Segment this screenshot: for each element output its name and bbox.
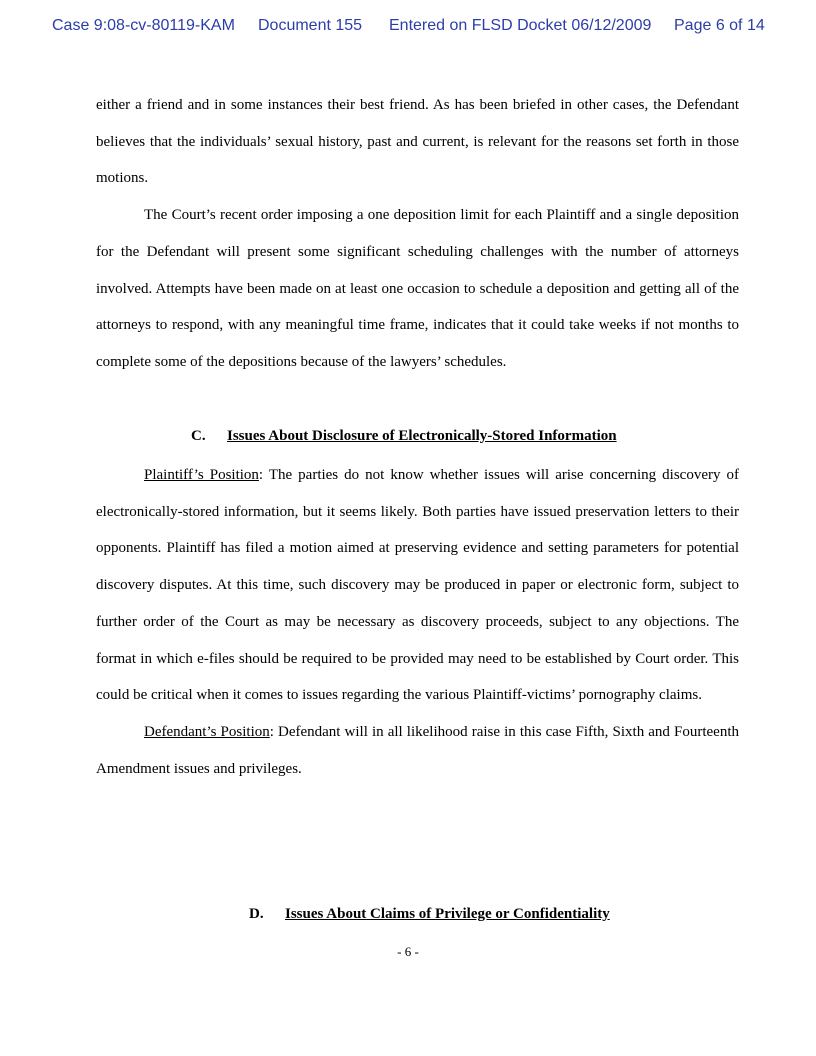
plaintiff-position-paragraph (96, 457, 739, 714)
docket-header (52, 17, 772, 39)
body-section-c (96, 457, 739, 787)
body-upper (96, 87, 739, 381)
plaintiff-position-label: Plaintiff’s Position (144, 467, 259, 483)
defendant-position-paragraph (96, 714, 739, 787)
plaintiff-position-text: : The parties do not know whether issues will arise concerning discovery of electronically-stored information, but it seems likely. Both parties have issued preservation letters to their opponents. Plaintiff has filed a motion aimed at preserving evidence and setting parameters for potential discovery disputes. At this time, such discovery may be produced in paper or electronic form, subject to further order of the Court as may be necessary as discovery proceeds, subject to any objections. The format in which e-files should be required to be provided may need to be established by Court order. This could be critical when it comes to issues regarding the various Plaintiff-victims’ pornography claims. (96, 467, 739, 704)
paragraph-continuation: either a friend and in some instances their best friend. As has been briefed in other cases, the Defendant believes that the individuals’ sexual history, past and current, is relevant for the reasons set forth in those motions. (96, 97, 739, 187)
case-number: Case 9:08-cv-80119-KAM (52, 17, 235, 34)
section-d-heading (249, 906, 610, 923)
section-c-letter: C. (191, 428, 206, 444)
defendant-position-label: Defendant’s Position (144, 723, 270, 740)
page-number: - 6 - (397, 944, 419, 959)
paragraph-deposition-limits: The Court’s recent order imposing a one deposition limit for each Plaintiff and a single deposition for the Defendant will present some significant scheduling challenges with the number of attorneys involved. Attempts have been made on at least one occasion to schedule a deposition and getting all of the attorneys to respond, with any meaningful time frame, indicates that it could take weeks if not months to complete some of the depositions because of the lawyers’ schedules. (96, 207, 739, 370)
section-d-title: Issues About Claims of Privilege or Confidentiality (285, 906, 610, 922)
defendant-position-text: : Defendant will in all likelihood raise in this case Fifth, Sixth and Fourteenth Amendment issues and privileges. (96, 723, 740, 777)
docket-entry: Entered on FLSD Docket 06/12/2009 (389, 17, 652, 34)
document-number: Document 155 (258, 17, 363, 34)
page-indicator: Page 6 of 14 (674, 17, 765, 34)
section-c-title: Issues About Disclosure of Electronically-Stored Information (227, 428, 617, 444)
section-d-letter: D. (249, 906, 264, 922)
section-c-heading (191, 428, 617, 445)
